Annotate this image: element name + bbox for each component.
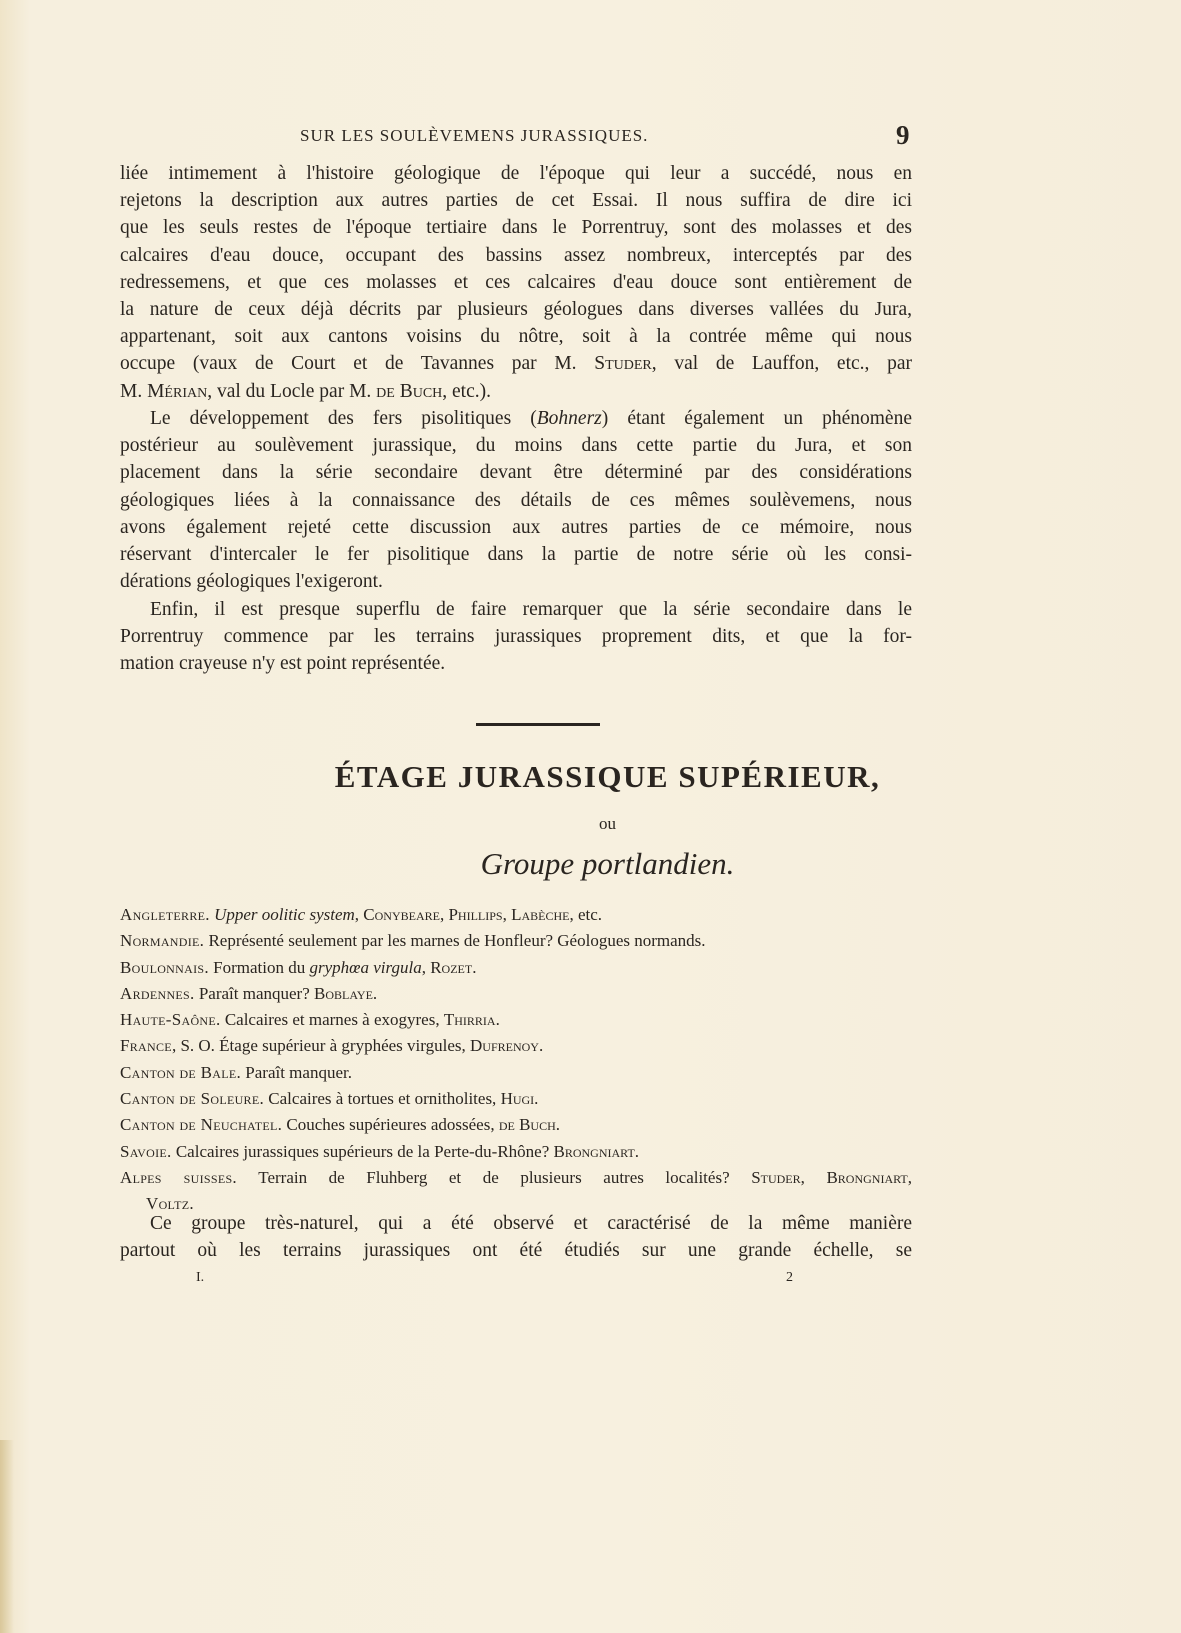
reference-text: . xyxy=(495,1010,500,1030)
text-line: Le développement des fers pisolitiques (Bohnerz) étant également un phénomène xyxy=(150,408,912,429)
reference-region: Canton de Soleure. xyxy=(120,1089,265,1109)
reference-title: gryphœa virgula xyxy=(309,957,422,977)
reference-item xyxy=(120,1139,912,1165)
text-line: postérieur au soulèvement jurassique, du moins dans cette partie du Jura, et son xyxy=(120,435,912,457)
reference-text: Formation du xyxy=(213,957,310,977)
text-line: calcaires d'eau douce, occupant des bassins assez nombreux, interceptés par des xyxy=(120,244,912,266)
section-title: ÉTAGE JURASSIQUE SUPÉRIEUR, xyxy=(334,759,881,794)
reference-item xyxy=(120,928,912,954)
reference-item xyxy=(120,1165,912,1191)
signature-letter: I. xyxy=(196,1270,205,1285)
section-divider xyxy=(476,723,600,726)
reference-text: Calcaires à tortues et ornitholites, xyxy=(268,1089,501,1109)
text-line: dérations géologiques l'exigeront. xyxy=(120,571,383,593)
author-name: Mérian xyxy=(147,380,208,402)
text-line: redressemens, et que ces molasses et ces calcaires d'eau douce sont entièrement de xyxy=(120,271,912,293)
page-edge-shadow xyxy=(0,1440,14,1633)
reference-region: France xyxy=(120,1036,172,1056)
text-line: placement dans la série secondaire devant être déterminé par des considérations xyxy=(120,462,912,484)
text-line: partout où les terrains jurassiques ont été étudiés sur une grande échelle, se xyxy=(120,1240,912,1262)
reference-item xyxy=(120,1112,912,1138)
reference-text: , etc. xyxy=(569,905,603,924)
reference-author: Hugi xyxy=(500,1089,535,1109)
reference-text: . xyxy=(634,1141,640,1161)
reference-region: Haute-Saône. xyxy=(120,1010,221,1030)
text-line: Ce groupe très-naturel, qui a été observé et caractérisé de la même manière xyxy=(150,1213,912,1234)
reference-text: , xyxy=(907,1167,912,1187)
text-line: occupe (vaux de Court et de Tavannes par M. Studer, val de Lauffon, etc., par xyxy=(120,353,912,375)
reference-region: Normandie. xyxy=(120,931,205,951)
reference-text: , xyxy=(502,905,512,924)
reference-author: de Buch xyxy=(498,1115,556,1135)
text-line: Porrentruy commence par les terrains jurassiques proprement dits, et que la for- xyxy=(120,626,912,648)
text-line: que les seuls restes de l'époque tertiaire dans le Porrentruy, sont des molasses et des xyxy=(120,217,912,239)
reference-list xyxy=(120,902,912,1218)
text-line: avons également rejeté cette discussion aux autres parties de ce mémoire, nous xyxy=(120,516,912,538)
reference-title: Upper oolitic system xyxy=(214,905,355,924)
reference-author: Rozet xyxy=(430,957,473,977)
reference-text: Paraît manquer. xyxy=(245,1062,352,1082)
reference-item xyxy=(120,981,912,1007)
reference-text: Représenté seulement par les marnes de Honfleur? Géologues normands. xyxy=(208,931,706,951)
reference-region: Canton de Neuchatel. xyxy=(120,1115,283,1135)
reference-author: Voltz. xyxy=(146,1194,194,1214)
term: Bohnerz xyxy=(536,408,602,429)
reference-text: Calcaires jurassiques supérieurs de la Perte-du-Rhône? xyxy=(175,1141,554,1161)
page-number: 9 xyxy=(896,120,910,150)
text-line: mation crayeuse n'y est point représentée. xyxy=(120,653,446,675)
reference-text: . xyxy=(555,1115,561,1135)
paragraph-2 xyxy=(120,405,912,595)
paragraph-3 xyxy=(120,596,912,678)
signature-number: 2 xyxy=(786,1270,793,1285)
reference-text: . xyxy=(534,1089,539,1109)
reference-text: , xyxy=(354,905,364,924)
text-line: réservant d'intercaler le fer pisolitique dans la partie de notre série où les consi- xyxy=(120,543,912,565)
reference-author: Studer xyxy=(751,1167,801,1187)
text-line: appartenant, soit aux cantons voisins du nôtre, soit à la contrée même qui nous xyxy=(120,326,912,348)
text-line: géologiques liées à la connaissance des détails de ces mêmes soulèvemens, nous xyxy=(120,489,912,511)
reference-author: Phillips xyxy=(448,905,503,924)
reference-author: Boblaye xyxy=(314,983,373,1003)
author-name: de Buch xyxy=(376,380,443,402)
reference-author: Dufrenoy xyxy=(470,1036,539,1056)
reference-item xyxy=(120,1086,912,1112)
reference-region: Angleterre. xyxy=(120,905,210,924)
paragraph-4 xyxy=(120,1210,912,1264)
reference-item xyxy=(120,1033,912,1059)
reference-text: . xyxy=(372,983,378,1003)
reference-author: Labèche xyxy=(511,905,570,924)
reference-item xyxy=(120,902,912,928)
text-line: Enfin, il est presque superflu de faire remarquer que la série secondaire dans le xyxy=(150,599,912,620)
reference-author: Brongniart xyxy=(553,1141,635,1161)
author-name: Studer xyxy=(594,353,652,375)
reference-region: Ardennes. xyxy=(120,983,195,1003)
reference-item xyxy=(120,1007,912,1033)
reference-region: Canton de Bale. xyxy=(120,1062,242,1082)
reference-text: . xyxy=(472,957,477,977)
reference-region: Alpes suisses. xyxy=(120,1167,237,1187)
reference-text: , xyxy=(800,1167,827,1187)
reference-author: Brongniart xyxy=(826,1167,908,1187)
reference-author: Conybeare xyxy=(363,905,440,924)
running-header: SUR LES SOULÈVEMENS JURASSIQUES. xyxy=(300,126,649,145)
reference-item xyxy=(120,955,912,981)
reference-region: Boulonnais. xyxy=(120,957,209,977)
reference-region: Savoie. xyxy=(120,1141,172,1161)
section-or: ou xyxy=(599,814,616,833)
reference-text: , xyxy=(439,905,449,924)
reference-text: Calcaires et marnes à exogyres, xyxy=(224,1010,444,1030)
paragraph-1 xyxy=(120,160,912,405)
reference-item xyxy=(120,1060,912,1086)
text-line: M. Mérian, val du Locle par M. de Buch, etc.). xyxy=(120,380,492,402)
reference-text: , S. O. Étage supérieur à gryphées virgules, xyxy=(171,1036,470,1056)
text-line: rejetons la description aux autres parties de cet Essai. Il nous suffira de dire ici xyxy=(120,190,912,212)
section-subtitle: Groupe portlandien. xyxy=(480,846,735,881)
reference-text: Couches supérieures adossées, xyxy=(286,1115,499,1135)
reference-text: Paraît manquer? xyxy=(198,983,315,1003)
reference-author: Thirria xyxy=(443,1010,496,1030)
reference-text: Terrain de Fluhberg et de plusieurs autres localités? xyxy=(258,1167,752,1187)
reference-text: , xyxy=(421,957,431,977)
reference-text: . xyxy=(538,1036,544,1056)
text-line: la nature de ceux déjà décrits par plusieurs géologues dans diverses vallées du Jura, xyxy=(120,298,912,320)
text-line: liée intimement à l'histoire géologique de l'époque qui leur a succédé, nous en xyxy=(120,163,912,184)
